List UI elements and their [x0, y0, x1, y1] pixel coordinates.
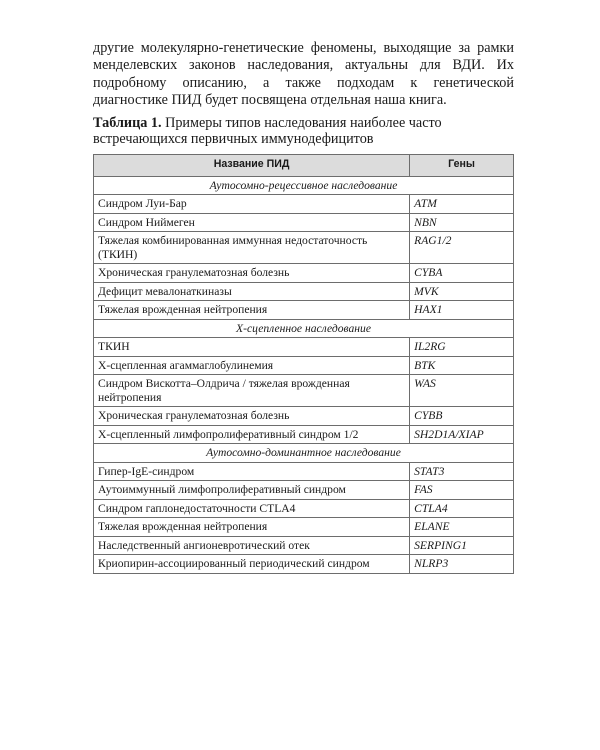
gene-name: STAT3	[410, 462, 514, 481]
table-row	[94, 356, 514, 375]
disease-name: Тяжелая врожденная нейтропения	[94, 518, 410, 537]
table-caption	[93, 115, 514, 148]
table-row	[94, 282, 514, 301]
disease-name: Хроническая гранулематозная болезнь	[94, 264, 410, 283]
table-row	[94, 375, 514, 407]
gene-name: SERPING1	[410, 536, 514, 555]
gene-name: SH2D1A/XIAP	[410, 425, 514, 444]
gene-name: CTLA4	[410, 499, 514, 518]
table-row	[94, 481, 514, 500]
table-row	[94, 518, 514, 537]
gene-name: WAS	[410, 375, 514, 407]
disease-name: Хроническая гранулематозная болезнь	[94, 407, 410, 426]
gene-name: CYBA	[410, 264, 514, 283]
disease-name: Тяжелая врожденная нейтропения	[94, 301, 410, 320]
disease-name: Тяжелая комбинированная иммунная недостаточность (ТКИН)	[94, 232, 410, 264]
gene-name: ATM	[410, 195, 514, 214]
table-row	[94, 338, 514, 357]
section-title: Аутосомно-доминантное наследование	[94, 444, 514, 463]
section-title: Аутосомно-рецессивное наследование	[94, 176, 514, 195]
gene-name: CYBB	[410, 407, 514, 426]
header-name: Название ПИД	[94, 154, 410, 176]
table-row	[94, 407, 514, 426]
table-row	[94, 232, 514, 264]
table-caption-label: Таблица 1.	[93, 114, 162, 131]
gene-name: NLRP3	[410, 555, 514, 574]
table-row	[94, 499, 514, 518]
table-row	[94, 425, 514, 444]
disease-name: Криопирин-ассоциированный периодический синдром	[94, 555, 410, 574]
section-row	[94, 319, 514, 338]
disease-name: Синдром Ниймеген	[94, 213, 410, 232]
section-row	[94, 444, 514, 463]
table-row	[94, 536, 514, 555]
gene-name: NBN	[410, 213, 514, 232]
table-row	[94, 301, 514, 320]
disease-name: Х-сцепленный лимфопролиферативный синдром 1/2	[94, 425, 410, 444]
disease-name: Аутоиммунный лимфопролиферативный синдром	[94, 481, 410, 500]
gene-name: HAX1	[410, 301, 514, 320]
table-row	[94, 213, 514, 232]
table-row	[94, 264, 514, 283]
gene-name: BTK	[410, 356, 514, 375]
header-genes: Гены	[410, 154, 514, 176]
disease-name: Дефицит мевалонаткиназы	[94, 282, 410, 301]
table-row	[94, 555, 514, 574]
document-page	[93, 40, 514, 574]
gene-name: ELANE	[410, 518, 514, 537]
table-header-row	[94, 154, 514, 176]
gene-name: IL2RG	[410, 338, 514, 357]
disease-name: Синдром гаплонедостаточности CTLA4	[94, 499, 410, 518]
disease-name: Синдром Вискотта–Олдрича / тяжелая врожденная нейтропения	[94, 375, 410, 407]
table-row	[94, 195, 514, 214]
inheritance-table	[93, 154, 514, 574]
gene-name: MVK	[410, 282, 514, 301]
table-row	[94, 462, 514, 481]
table-caption-text: Примеры типов наследования наиболее часто встречающихся первичных иммунодефицитов	[93, 114, 442, 148]
disease-name: Наследственный ангионевротический отек	[94, 536, 410, 555]
gene-name: FAS	[410, 481, 514, 500]
disease-name: Гипер-IgE-синдром	[94, 462, 410, 481]
intro-paragraph: другие молекулярно-генетические феномены, выходящие за рамки менделевских законов наследования, актуальны для ВДИ. Их подробному описанию, а также подходам к генетической диагностике ПИД будет посвящена отдельная наша книга.	[93, 40, 514, 109]
section-row	[94, 176, 514, 195]
disease-name: ТКИН	[94, 338, 410, 357]
section-title: Х-сцепленное наследование	[94, 319, 514, 338]
gene-name: RAG1/2	[410, 232, 514, 264]
disease-name: Х-сцепленная агаммаглобулинемия	[94, 356, 410, 375]
disease-name: Синдром Луи-Бар	[94, 195, 410, 214]
